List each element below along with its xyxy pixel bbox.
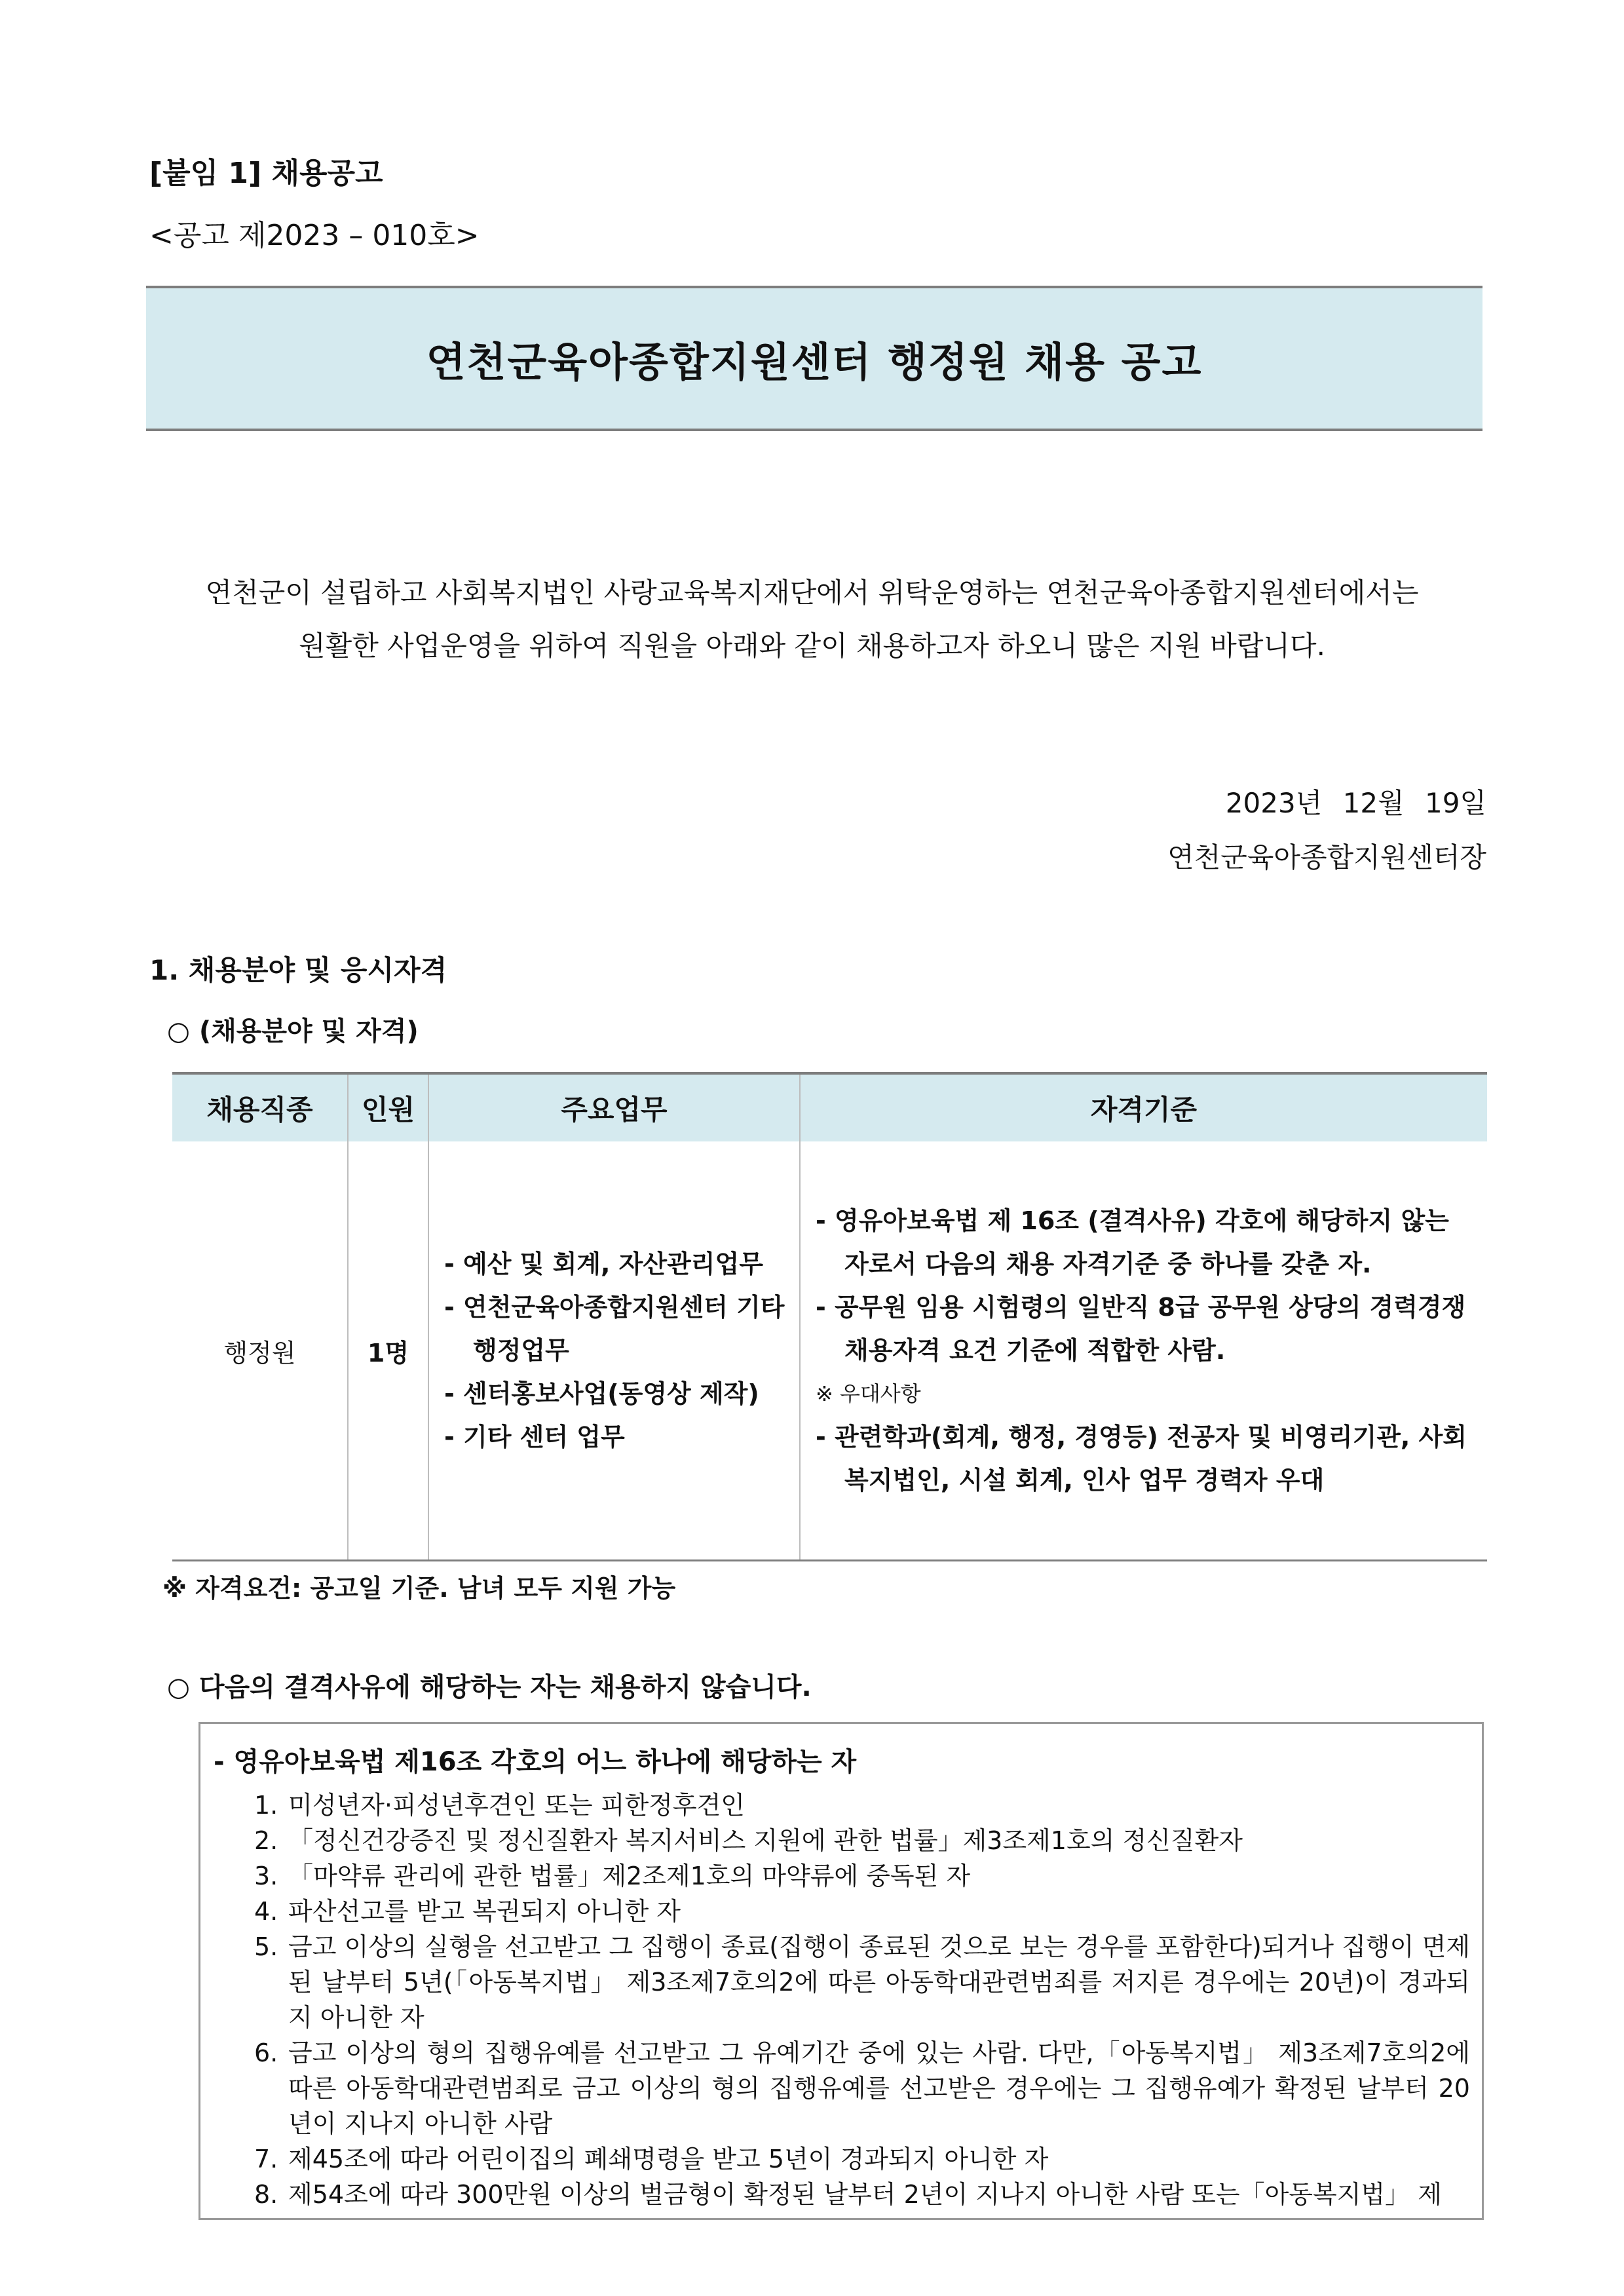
- subheading-disqualification: ○ 다음의 결격사유에 해당하는 자는 채용하지 않습니다.: [167, 1672, 812, 1702]
- list-item: 4. 파산선고를 받고 복권되지 아니한 자: [254, 1897, 681, 1926]
- cell-duties: [428, 1141, 800, 1561]
- notice-date: 2023년 12월 19일: [1225, 787, 1486, 819]
- disqualification-box: [198, 1722, 1484, 2220]
- header-position: 채용직종: [172, 1073, 348, 1141]
- duty-item: - 센터홍보사업(동영상 제작): [444, 1379, 759, 1408]
- cell-position: 행정원: [172, 1141, 348, 1561]
- title-banner: [146, 286, 1482, 431]
- duty-item: - 연천군육아종합지원센터 기타 행정업무: [444, 1293, 785, 1365]
- qualification-item: - 영유아보육법 제 16조 (결격사유) 각호에 해당하지 않는 자로서 다음의 채용 자격기준 중 하나를 갖춘 자.: [816, 1206, 1449, 1278]
- disqualification-list: [214, 1788, 1470, 2212]
- list-item: 7. 제45조에 따라 어린이집의 폐쇄명령을 받고 5년이 경과되지 아니한 자: [254, 2145, 1049, 2173]
- signer: 연천군육아종합지원센터장: [1167, 841, 1486, 873]
- list-item: 6. 금고 이상의 형의 집행유예를 선고받고 그 유예기간 중에 있는 사람. 다만,「아동복지법」 제3조제7호의2에 따른 아동학대관련범죄로 금고 이상의 형의 집행유예를 선고받은 경우에는 그 집행유예가 확정된 날부터 20년이 지나지 아니한 사람: [254, 2038, 1470, 2138]
- list-item: 3. 「마약류 관리에 관한 법률」제2조제1호의 마약류에 중독된 자: [254, 1862, 971, 1890]
- preference-item: - 관련학과(회계, 행정, 경영등) 전공자 및 비영리기관, 사회복지법인, 시설 회계, 인사 업무 경력자 우대: [816, 1423, 1467, 1495]
- eligibility-note: ※ 자격요건: 공고일 기준. 남녀 모두 지원 가능: [162, 1574, 676, 1603]
- list-item: 5. 금고 이상의 실형을 선고받고 그 집행이 종료(집행이 종료된 것으로 보는 경우를 포함한다)되거나 집행이 면제된 날부터 5년(「아동복지법」 제3조제7호의2에 따른 아동학대관련범죄를 저지른 경우에는 20년)이 경과되지 아니한 자: [254, 1932, 1470, 2032]
- intro-line-2: 원활한 사업운영을 위하여 직원을 아래와 같이 채용하고자 하오니 많은 지원 바랍니다.: [299, 630, 1325, 662]
- subheading-qualifications: ○ (채용분야 및 자격): [167, 1016, 419, 1046]
- cell-qualifications: [800, 1141, 1487, 1561]
- attachment-label: [붙임 1] 채용공고: [149, 157, 383, 190]
- table-header-row: [172, 1073, 1487, 1141]
- duty-item: - 예산 및 회계, 자산관리업무: [444, 1250, 763, 1278]
- header-qualifications: 자격기준: [800, 1073, 1487, 1141]
- intro-line-1: 연천군이 설립하고 사회복지법인 사랑교육복지재단에서 위탁운영하는 연천군육아종합지원센터에서는: [205, 577, 1419, 609]
- list-item: 1. 미성년자·피성년후견인 또는 피한정후견인: [254, 1791, 745, 1820]
- recruitment-table: [172, 1072, 1487, 1561]
- header-duties: 주요업무: [428, 1073, 800, 1141]
- duty-list: [430, 1242, 799, 1459]
- list-item: 8. 제54조에 따라 300만원 이상의 벌금형이 확정된 날부터 2년이 지나지 아니한 사람 또는「아동복지법」 제: [254, 2180, 1442, 2209]
- preference-label: ※ 우대사항: [816, 1381, 921, 1406]
- notice-number: <공고 제2023 – 010호>: [149, 219, 480, 252]
- disqualification-box-heading: - 영유아보육법 제16조 각호의 어느 하나에 해당하는 자: [214, 1747, 857, 1777]
- table-row: [172, 1141, 1487, 1561]
- header-count: 인원: [348, 1073, 428, 1141]
- section-heading-1: 1. 채용분야 및 응시자격: [149, 954, 447, 986]
- list-item: 2. 「정신건강증진 및 정신질환자 복지서비스 지원에 관한 법률」제3조제1호의 정신질환자: [254, 1826, 1243, 1855]
- duty-item: - 기타 센터 업무: [444, 1423, 625, 1451]
- qualification-list: [801, 1199, 1486, 1502]
- qualification-item: - 공무원 임용 시험령의 일반직 8급 공무원 상당의 경력경쟁 채용자격 요건 기준에 적합한 사람.: [816, 1293, 1466, 1365]
- page-title: 연천군육아종합지원센터 행정원 채용 공고: [426, 337, 1203, 386]
- cell-count: 1명: [348, 1141, 428, 1561]
